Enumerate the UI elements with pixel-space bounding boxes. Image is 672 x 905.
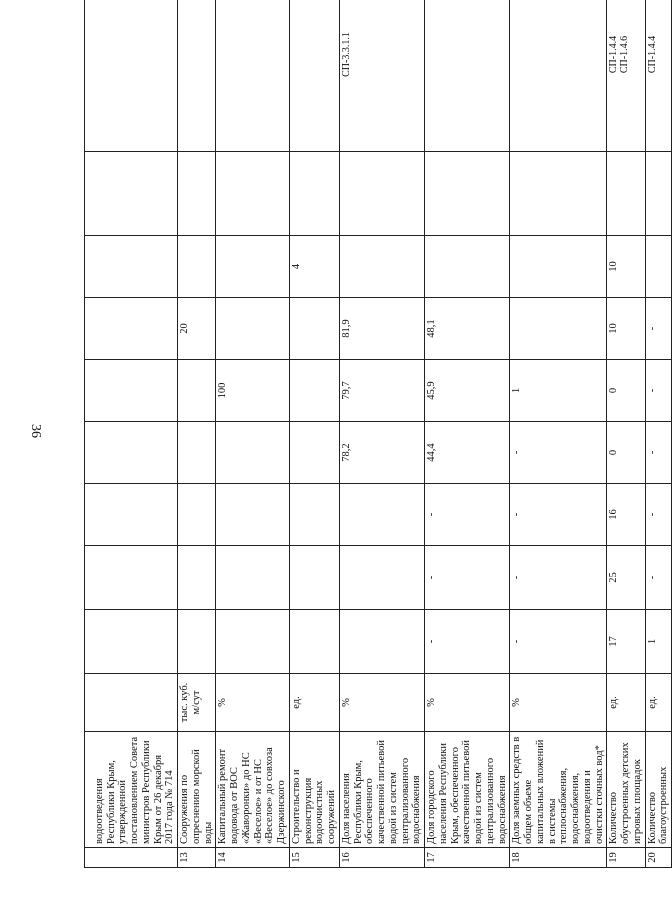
value-cell-4: - [510, 422, 607, 484]
indicator-name-cell: Количество благоустроенных [645, 732, 672, 848]
code-cell [425, 0, 510, 152]
code-cell [607, 0, 645, 152]
value-cell-1: - [425, 610, 510, 674]
value-cell-4: - [645, 422, 672, 484]
value-cell-8 [510, 152, 607, 236]
value-cell-3: 16 [607, 484, 645, 546]
value-cell-6: 20 [178, 298, 216, 360]
code-cell [289, 0, 339, 152]
code-line: СП-1.4.6 [619, 35, 631, 74]
indicator-name-cell: водоотведения Республики Крым, утвержденной постановлением Совета министров Республики Крым от 26 декабря 2017 года № 714 [85, 732, 178, 848]
value-cell-5: 1 [510, 360, 607, 422]
indicator-name-cell: Доля городского населения Республики Крым, обеспеченного качественной питьевой водой из систем централизованного водоснабжения [425, 732, 510, 848]
value-cell-4 [289, 422, 339, 484]
value-cell-8 [425, 152, 510, 236]
value-cell-2: - [425, 546, 510, 610]
row-number-cell: 19 [607, 848, 645, 868]
table-row-16 [339, 0, 424, 868]
value-cell-5 [289, 360, 339, 422]
value-cell-5: 79,7 [339, 360, 424, 422]
value-cell-1: - [510, 610, 607, 674]
code-cell [510, 0, 607, 152]
table-body [85, 0, 672, 868]
value-cell-7 [425, 236, 510, 298]
value-cell-4: 44,4 [425, 422, 510, 484]
page-number: 36 [28, 424, 43, 438]
value-cell-3 [216, 484, 290, 546]
table-row-15 [289, 0, 339, 868]
value-cell-7 [178, 236, 216, 298]
code-cell: СП-3.3.1.1 [339, 0, 424, 152]
table-row-20 [645, 0, 672, 868]
indicator-name-cell: Сооружения по опреснению морской воды [178, 732, 216, 848]
value-cell-8 [178, 152, 216, 236]
value-cell-8 [645, 152, 672, 236]
rotated-table-wrapper [84, 18, 670, 868]
value-cell-2: - [510, 546, 607, 610]
row-number-cell [85, 848, 178, 868]
value-cell-8 [216, 152, 290, 236]
value-cell-2 [85, 546, 178, 610]
value-cell-5 [85, 360, 178, 422]
indicator-name-cell: Доля населения Республики Крым, обеспеченного качественной питьевой водой из систем централизованного водоснабжения [339, 732, 424, 848]
value-cell-2 [289, 546, 339, 610]
value-cell-6: 10 [607, 298, 645, 360]
code-cell [178, 0, 216, 152]
value-cell-2 [339, 546, 424, 610]
value-cell-1 [178, 610, 216, 674]
code-cell [85, 0, 178, 152]
value-cell-3 [289, 484, 339, 546]
table-row-19 [607, 0, 645, 868]
value-cell-1: 17 [607, 610, 645, 674]
unit-cell: ед. [645, 674, 672, 732]
code-cell: СП-1.4.4 [645, 0, 672, 152]
value-cell-4: 0 [607, 422, 645, 484]
code-line: СП-1.4.4 [608, 35, 620, 74]
value-cell-6: 81,9 [339, 298, 424, 360]
row-number-cell: 17 [425, 848, 510, 868]
indicators-table [84, 0, 672, 868]
table-row-17 [425, 0, 510, 868]
value-cell-3 [178, 484, 216, 546]
row-number-cell: 20 [645, 848, 672, 868]
value-cell-7: 10 [607, 236, 645, 298]
value-cell-6 [510, 298, 607, 360]
value-cell-5: 45,9 [425, 360, 510, 422]
unit-cell: тыс. куб. м/сут [178, 674, 216, 732]
value-cell-1 [216, 610, 290, 674]
unit-cell: ед. [289, 674, 339, 732]
value-cell-1 [85, 610, 178, 674]
value-cell-4 [216, 422, 290, 484]
value-cell-5: - [645, 360, 672, 422]
value-cell-4: 78,2 [339, 422, 424, 484]
unit-cell: % [510, 674, 607, 732]
value-cell-8 [85, 152, 178, 236]
indicator-name-cell: Количество обустроенных детских игровых площадок [607, 732, 645, 848]
table-row-14 [216, 0, 290, 868]
value-cell-1 [339, 610, 424, 674]
value-cell-6 [216, 298, 290, 360]
indicator-name-cell: Строительство и реконструкция водоочистных сооружений [289, 732, 339, 848]
value-cell-3 [339, 484, 424, 546]
value-cell-6: - [645, 298, 672, 360]
value-cell-3: - [425, 484, 510, 546]
table-row-continuation [85, 0, 178, 868]
indicator-name-cell: Капитальный ремонт водовода от ВОС «Жаворонки» до НС «Веселое» и от НС «Веселое» до совхоза Дзержинского [216, 732, 290, 848]
value-cell-3 [85, 484, 178, 546]
table-row-13 [178, 0, 216, 868]
unit-cell: % [425, 674, 510, 732]
value-cell-4 [85, 422, 178, 484]
row-number-cell: 18 [510, 848, 607, 868]
value-cell-6 [289, 298, 339, 360]
unit-cell: % [216, 674, 290, 732]
value-cell-2: 25 [607, 546, 645, 610]
row-number-cell: 15 [289, 848, 339, 868]
value-cell-4 [178, 422, 216, 484]
value-cell-7 [645, 236, 672, 298]
unit-cell [85, 674, 178, 732]
value-cell-8 [289, 152, 339, 236]
unit-cell: % [339, 674, 424, 732]
value-cell-3: - [645, 484, 672, 546]
row-number-cell: 16 [339, 848, 424, 868]
value-cell-7 [216, 236, 290, 298]
row-number-cell: 14 [216, 848, 290, 868]
value-cell-7: 4 [289, 236, 339, 298]
value-cell-2 [178, 546, 216, 610]
indicator-name-cell: Доля заемных средств в общем объеме капитальных вложений в системы теплоснабжения, водоснабжения, водоотведения и очистки сточных вод* [510, 732, 607, 848]
value-cell-6: 48,1 [425, 298, 510, 360]
value-cell-1: 1 [645, 610, 672, 674]
value-cell-7 [85, 236, 178, 298]
table-row-18 [510, 0, 607, 868]
value-cell-6 [85, 298, 178, 360]
value-cell-8 [607, 152, 645, 236]
value-cell-2: - [645, 546, 672, 610]
value-cell-1 [289, 610, 339, 674]
code-cell [216, 0, 290, 152]
value-cell-5 [178, 360, 216, 422]
row-number-cell: 13 [178, 848, 216, 868]
value-cell-5: 100 [216, 360, 290, 422]
value-cell-3: - [510, 484, 607, 546]
value-cell-7 [339, 236, 424, 298]
value-cell-7 [510, 236, 607, 298]
value-cell-8 [339, 152, 424, 236]
value-cell-2 [216, 546, 290, 610]
value-cell-5: 0 [607, 360, 645, 422]
unit-cell: ед. [607, 674, 645, 732]
